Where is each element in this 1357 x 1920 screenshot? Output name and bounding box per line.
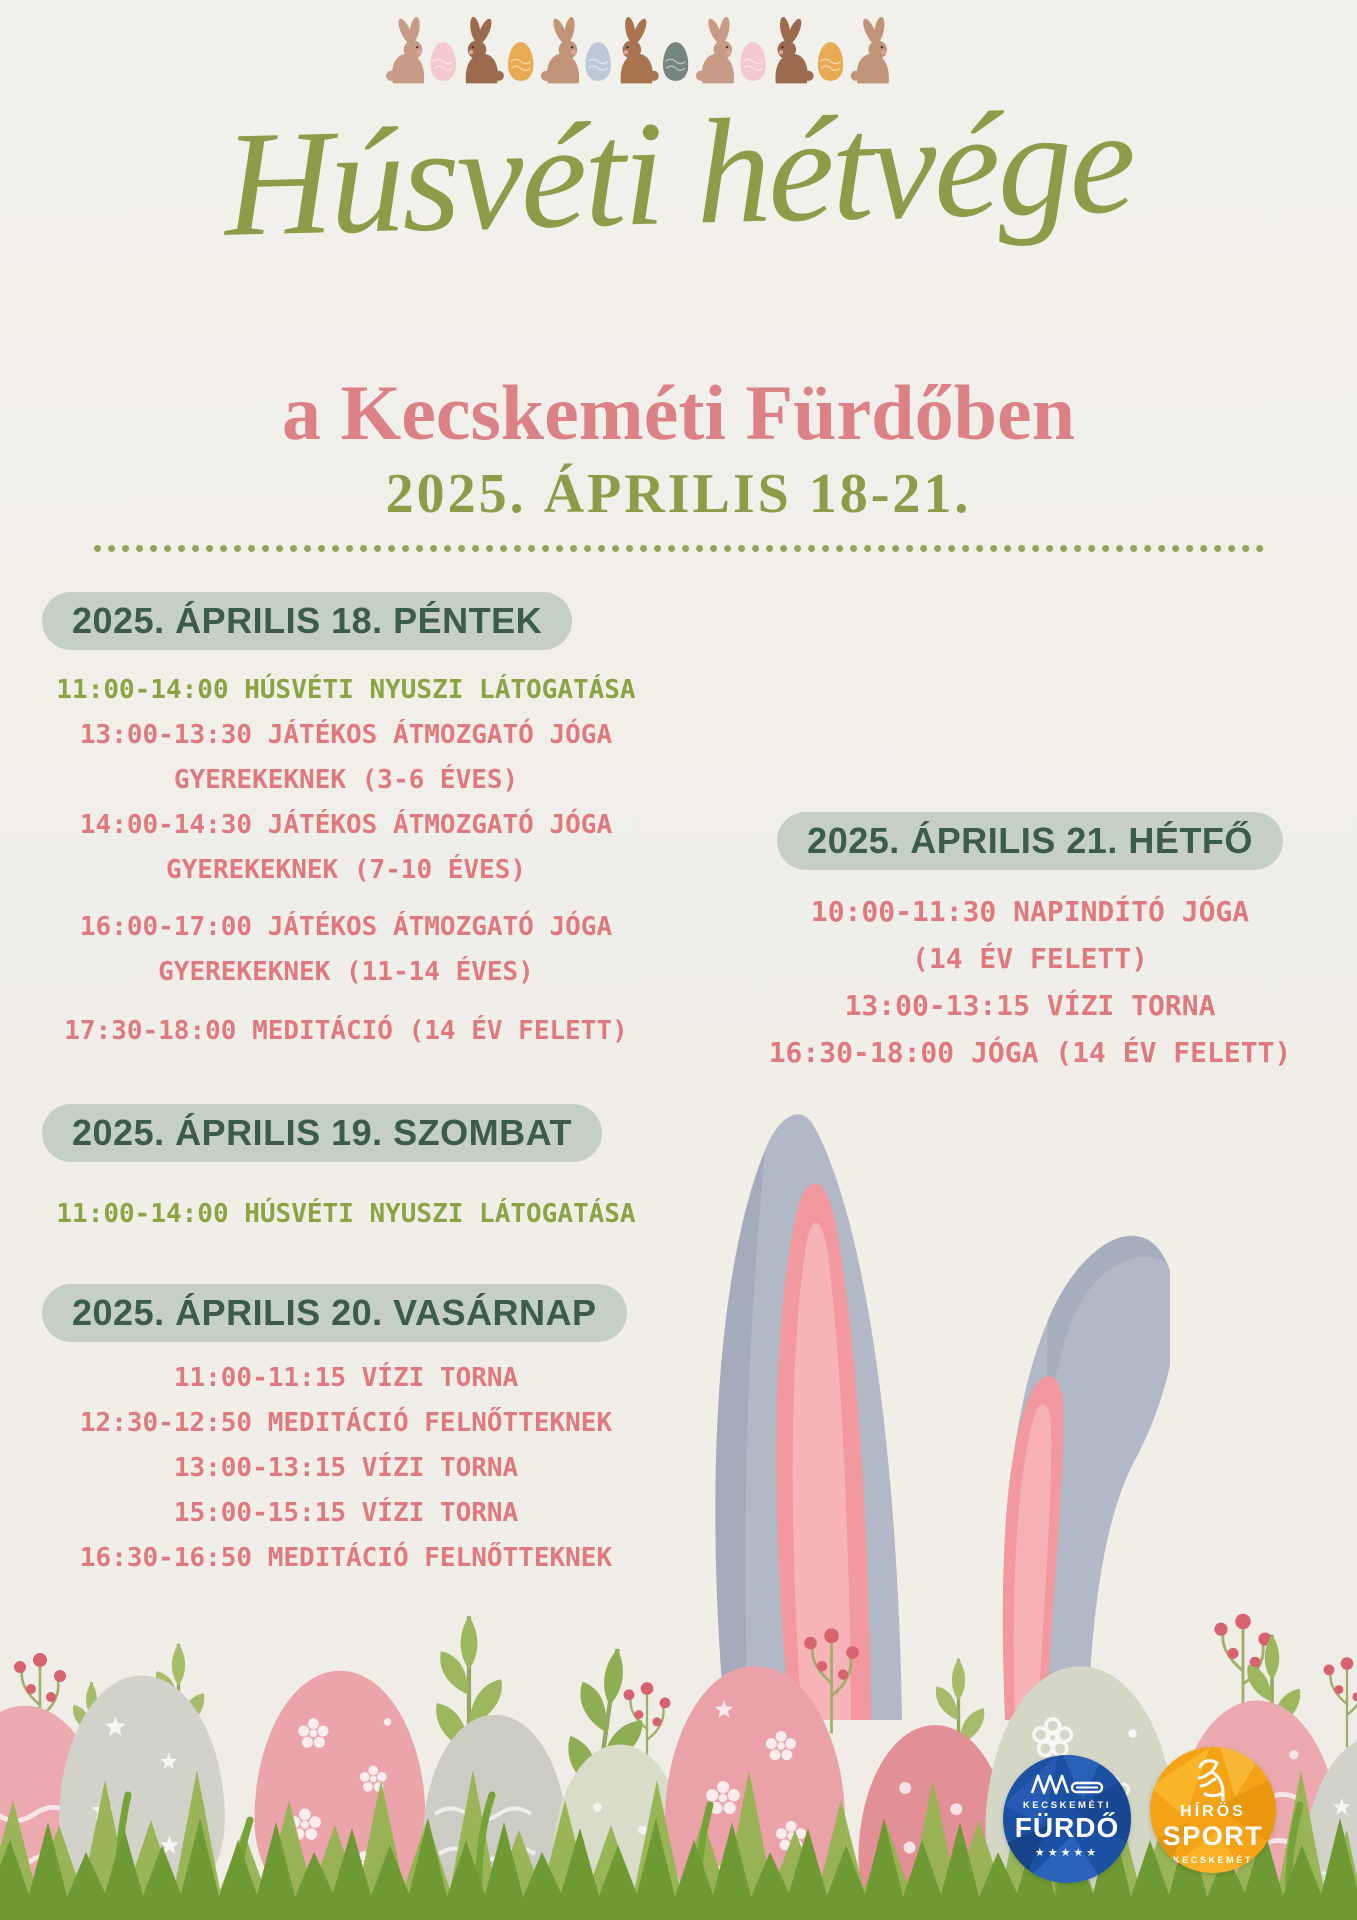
hiros-logo-line2: SPORT — [1162, 1821, 1264, 1851]
goat-icon — [1187, 1757, 1239, 1801]
event-line: (14 ÉV FELETT) — [911, 942, 1148, 975]
event-line: GYEREKEKNEK (3-6 ÉVES) — [173, 765, 519, 795]
section-sunday — [36, 1284, 656, 1581]
event-line: 11:00-14:00 HÚSVÉTI NYUSZI LÁTOGATÁSA — [56, 1199, 636, 1229]
event-line: 10:00-11:30 NAPINDÍTÓ JÓGA — [810, 895, 1250, 928]
section-friday — [36, 592, 656, 1054]
event-line: 13:00-13:15 VÍZI TORNA — [173, 1453, 519, 1483]
fuerdo-logo-name: FÜRDŐ — [1014, 1812, 1120, 1843]
section-header-sunday: 2025. ÁPRILIS 20. VASÁRNAP — [42, 1284, 627, 1342]
event-line: GYEREKEKNEK (11-14 ÉVES) — [158, 957, 534, 987]
pool-icon — [1028, 1771, 1106, 1797]
event-line: 13:00-13:30 JÁTÉKOS ÁTMOZGATÓ JÓGA — [79, 720, 613, 750]
event-line: 16:30-18:00 JÓGA (14 ÉV FELETT) — [768, 1036, 1292, 1069]
fuerdo-logo-stars: ★★★★★ — [1034, 1846, 1100, 1859]
section-header-saturday: 2025. ÁPRILIS 19. SZOMBAT — [42, 1104, 602, 1162]
event-line: 12:30-12:50 MEDITÁCIÓ FELNŐTTEKNEK — [79, 1408, 613, 1438]
poster-title: Húsvéti hétvége — [222, 78, 1135, 268]
event-line: 17:30-18:00 MEDITÁCIÓ (14 ÉV FELETT) — [64, 1016, 628, 1046]
dotted-divider — [94, 545, 1264, 552]
event-line: 15:00-15:15 VÍZI TORNA — [173, 1498, 519, 1528]
event-line: 16:00-17:00 JÁTÉKOS ÁTMOZGATÓ JÓGA — [79, 912, 613, 942]
event-line: 11:00-14:00 HÚSVÉTI NYUSZI LÁTOGATÁSA — [56, 675, 636, 705]
event-line: 16:30-16:50 MEDITÁCIÓ FELNŐTTEKNEK — [79, 1543, 613, 1573]
event-line: 14:00-14:30 JÁTÉKOS ÁTMOZGATÓ JÓGA — [79, 810, 613, 840]
section-saturday — [36, 1104, 656, 1237]
event-line: 13:00-13:15 VÍZI TORNA — [844, 989, 1216, 1022]
hiros-logo-line1: HÍRÖS — [1180, 1803, 1246, 1820]
poster-date-range: 2025. ÁPRILIS 18-21. — [385, 463, 972, 525]
fuerdo-logo-city: KECSKEMÉTI — [1022, 1800, 1112, 1811]
event-line: GYEREKEKNEK (7-10 ÉVES) — [165, 855, 527, 885]
event-line: 11:00-11:15 VÍZI TORNA — [173, 1363, 519, 1393]
kecskemeti-fuerdo-logo — [1003, 1755, 1131, 1883]
section-monday — [690, 812, 1357, 1076]
hiros-logo-line3: KECSKEMÉT — [1173, 1855, 1253, 1865]
poster-subtitle: a Kecskeméti Fürdőben — [282, 369, 1075, 456]
section-header-friday: 2025. ÁPRILIS 18. PÉNTEK — [42, 592, 572, 650]
hiros-sport-logo — [1150, 1747, 1276, 1873]
section-header-monday: 2025. ÁPRILIS 21. HÉTFŐ — [777, 812, 1283, 870]
